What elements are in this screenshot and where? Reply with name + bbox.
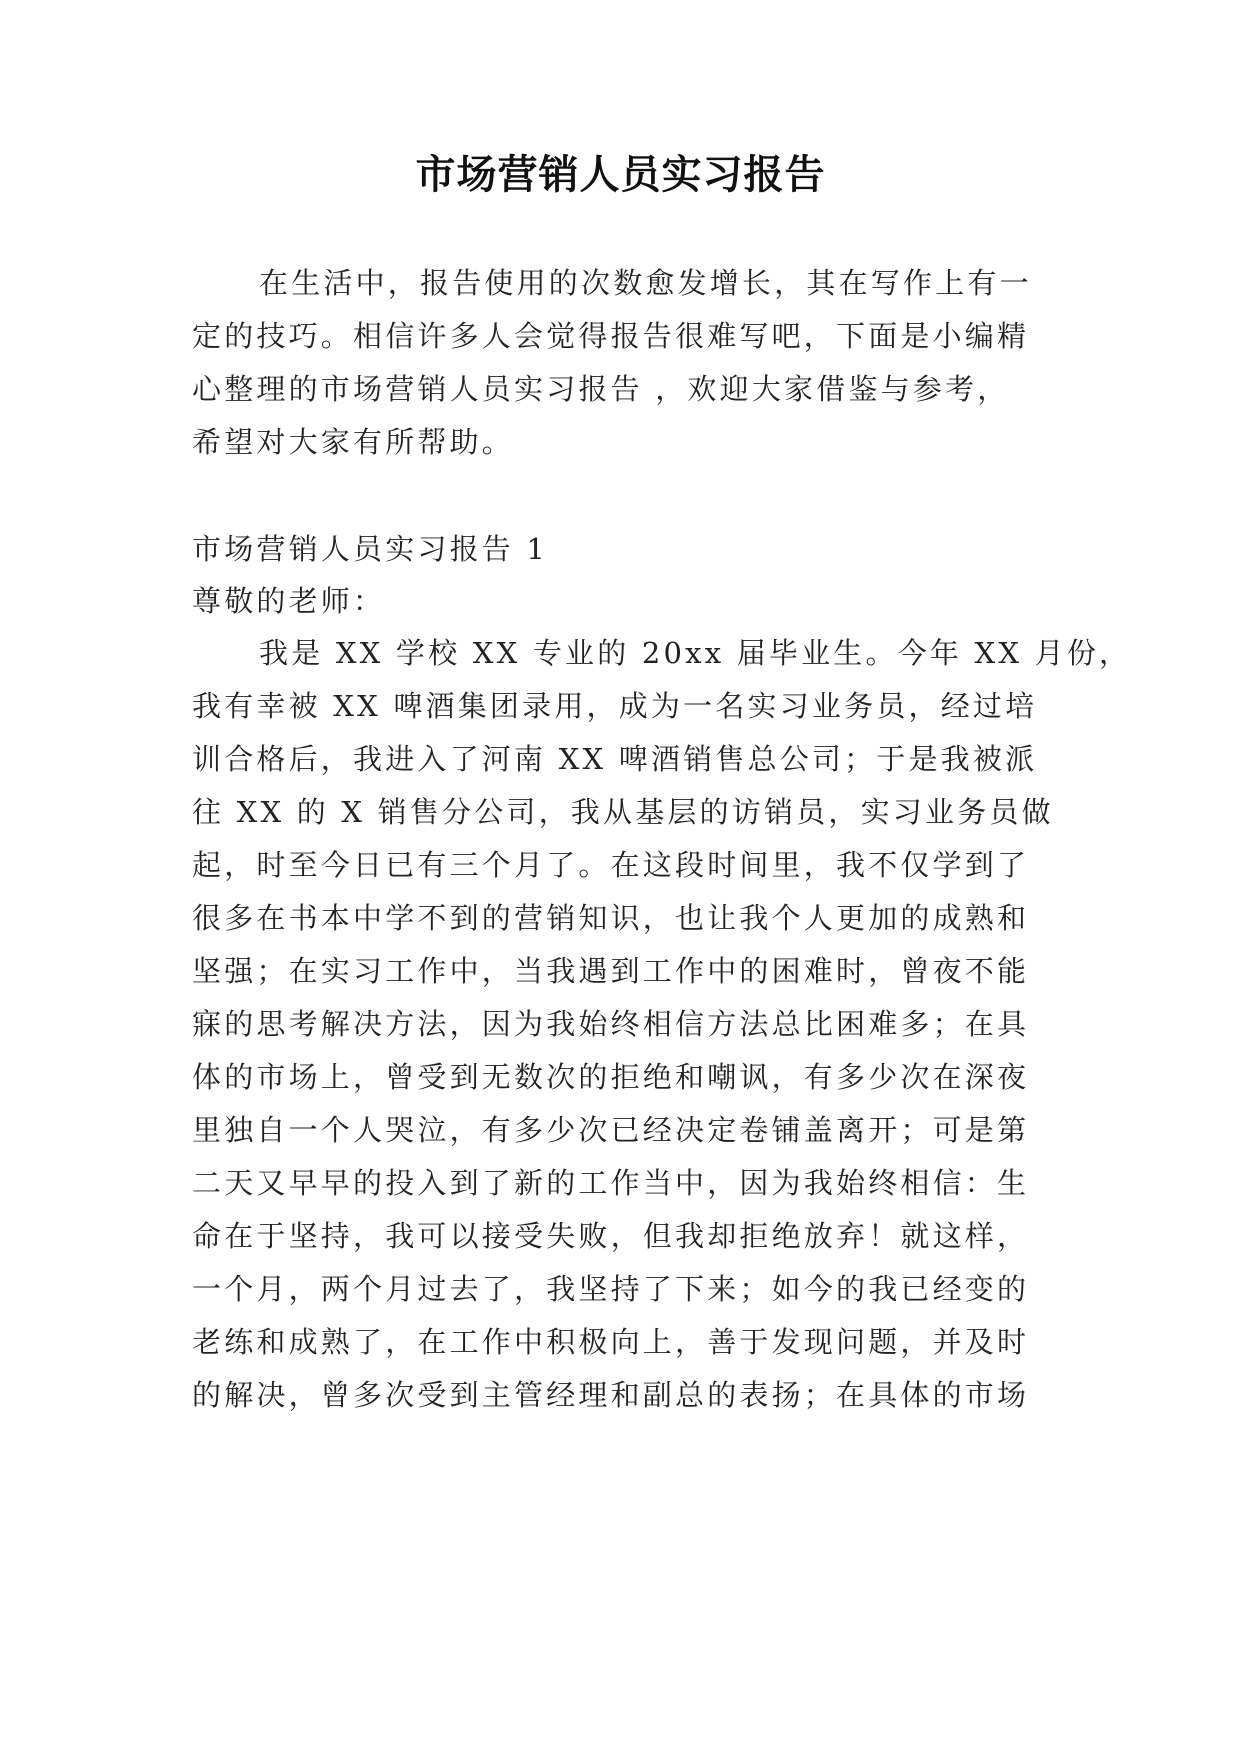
body-line: 老练和成熟了，在工作中积极向上，善于发现问题，并及时 [192, 1325, 1030, 1359]
document-title: 市场营销人员实习报告 [415, 152, 826, 198]
body-line: 训合格后，我进入了河南 XX 啤酒销售总公司；于是我被派 [192, 742, 1038, 776]
body-line: 寐的思考解决方法，因为我始终相信方法总比困难多；在具 [192, 1007, 1030, 1041]
intro-line: 希望对大家有所帮助。 [192, 425, 515, 459]
body-line: 我是 XX 学校 XX 专业的 20xx 届毕业生。今年 XX 月份， [259, 636, 1132, 670]
body-line: 起，时至今日已有三个月了。在这段时间里，我不仅学到了 [192, 848, 1030, 882]
salutation: 尊敬的老师： [192, 584, 386, 618]
section-heading: 市场营销人员实习报告 1 [192, 532, 549, 566]
intro-line: 在生活中，报告使用的次数愈发增长，其在写作上有一 [259, 266, 1032, 300]
body-line: 二天又早早的投入到了新的工作当中，因为我始终相信：生 [192, 1166, 1030, 1200]
intro-line: 心整理的市场营销人员实习报告 ，欢迎大家借鉴与参考， [192, 372, 1010, 406]
body-line: 一个月，两个月过去了，我坚持了下来；如今的我已经变的 [192, 1272, 1030, 1306]
body-line: 的解决，曾多次受到主管经理和副总的表扬；在具体的市场 [192, 1378, 1030, 1412]
body-line: 很多在书本中学不到的营销知识，也让我个人更加的成熟和 [192, 901, 1030, 935]
intro-line: 定的技巧。相信许多人会觉得报告很难写吧，下面是小编精 [192, 319, 1030, 353]
body-line: 往 XX 的 X 销售分公司，我从基层的访销员，实习业务员做 [192, 795, 1054, 829]
body-line: 体的市场上，曾受到无数次的拒绝和嘲讽，有多少次在深夜 [192, 1060, 1030, 1094]
body-line: 里独自一个人哭泣，有多少次已经决定卷铺盖离开；可是第 [192, 1113, 1030, 1147]
body-line: 我有幸被 XX 啤酒集团录用，成为一名实习业务员，经过培 [192, 689, 1038, 723]
body-line: 坚强；在实习工作中，当我遇到工作中的困难时，曾夜不能 [192, 954, 1030, 988]
body-line: 命在于坚持，我可以接受失败，但我却拒绝放弃！就这样， [192, 1219, 1030, 1253]
